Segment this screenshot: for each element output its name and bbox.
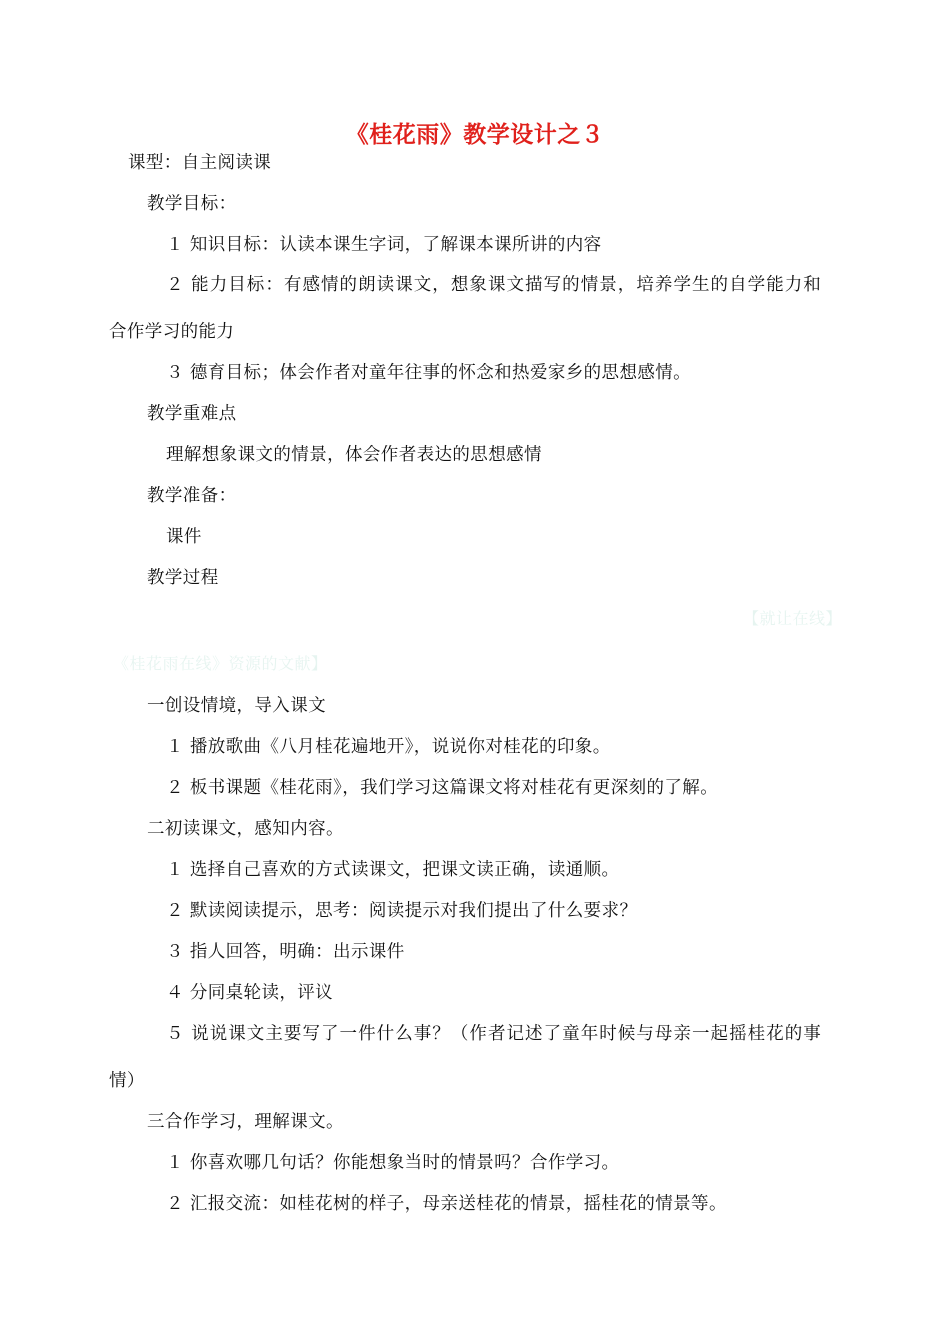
objective-2-line-1: ２ 能力目标：有感情的朗读课文，想象课文描写的情景，培养学生的自学能力和 [166, 275, 822, 295]
objectives-heading: 教学目标： [147, 194, 237, 214]
section-2-heading: 二初读课文，感知内容。 [147, 819, 344, 839]
preparation-heading: 教学准备： [147, 486, 237, 506]
preparation: 课件 [166, 527, 202, 547]
section-2-step-2: ２ 默读阅读提示，思考：阅读提示对我们提出了什么要求？ [166, 901, 638, 921]
objective-1: １ 知识目标：认读本课生字词，了解课本课所讲的内容 [166, 235, 602, 255]
lesson-type: 课型：自主阅读课 [128, 153, 272, 173]
section-3-step-2: ２ 汇报交流：如桂花树的样子，母亲送桂花的情景，摇桂花的情景等。 [166, 1194, 727, 1214]
objective-3: ３ 德育目标；体会作者对童年往事的怀念和热爱家乡的思想感情。 [166, 363, 692, 383]
process-heading: 教学过程 [147, 568, 219, 588]
watermark-text-2: 《桂花雨在线》资源的文献】 [113, 654, 328, 673]
section-2-step-4: ４ 分同桌轮读，评议 [166, 983, 334, 1003]
section-1-step-1: １ 播放歌曲《八月桂花遍地开》，说说你对桂花的印象。 [166, 737, 611, 757]
key-points: 理解想象课文的情景，体会作者表达的思想感情 [166, 445, 542, 465]
section-2-step-5-line-1: ５ 说说课文主要写了一件什么事？（作者记述了童年时候与母亲一起摇桂花的事 [166, 1024, 822, 1044]
section-1-step-2: ２ 板书课题《桂花雨》，我们学习这篇课文将对桂花有更深刻的了解。 [166, 778, 719, 798]
section-2-step-3: ３ 指人回答，明确：出示课件 [166, 942, 405, 962]
watermark-text-1: 【就让在线】 [742, 609, 842, 628]
section-3-step-1: １ 你喜欢哪几句话？你能想象当时的情景吗？合作学习。 [166, 1153, 620, 1173]
section-1-heading: 一创设情境，导入课文 [147, 696, 326, 716]
document-title: 《桂花雨》教学设计之３ [345, 121, 605, 148]
key-points-heading: 教学重难点 [147, 404, 237, 424]
objective-2-line-2: 合作学习的能力 [109, 322, 235, 342]
section-2-step-5-line-2: 情） [109, 1071, 145, 1091]
section-3-heading: 三合作学习，理解课文。 [147, 1112, 344, 1132]
section-2-step-1: １ 选择自己喜欢的方式读课文，把课文读正确，读通顺。 [166, 860, 620, 880]
